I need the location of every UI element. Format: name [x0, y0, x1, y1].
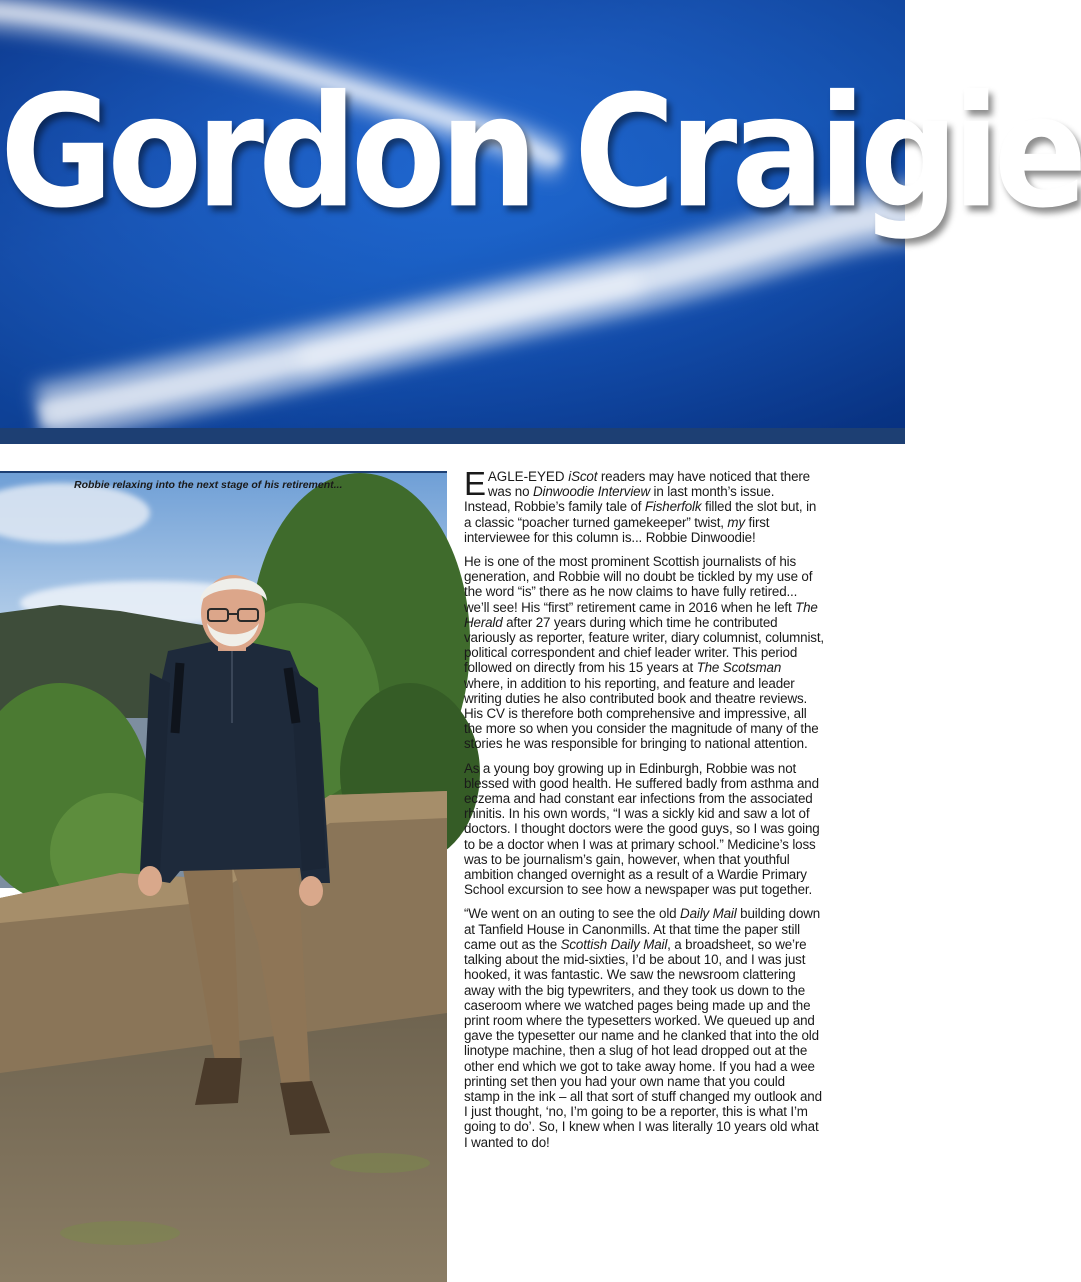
article-body: [464, 465, 824, 1159]
text-run: after 27 years during which time he contributed variously as reporter, feature writer, diary columnist, columnist, political correspondent and chief leader writer. This period followed on directly from his 15 years at: [464, 614, 824, 676]
person-photo-icon: [0, 473, 447, 1282]
feature-photo: [0, 471, 447, 1280]
header-banner: [0, 0, 1081, 428]
article-paragraph-4: [464, 906, 824, 1149]
page-title: Gordon Craigie: [0, 62, 1081, 243]
text-run: As a young boy growing up in Edinburgh, Robbie was not blessed with good health. He suffered badly from asthma and eczema and had constant ear infections from the associated rhinitis. In his own words, “I was a sickly kid and saw a lot of doctors. I thought doctors were the good guys, so I was going to be a doctor when I was at primary school.” Medicine’s loss was to be journalism’s gain, however, when that youthful ambition changed overnight as a result of a Wardie Primary School excursion to see how a newspaper was put together.: [464, 760, 820, 898]
publication-name: iScot: [568, 469, 598, 484]
publication-name: Scottish Daily Mail: [560, 936, 668, 952]
photo-caption: Robbie relaxing into the next stage of his retirement...: [74, 479, 343, 491]
article-paragraph-3: [464, 761, 824, 898]
text-run: , a broadsheet, so we’re talking about the mid-sixties, I’d be about 10, and I was just hooked, it was fantastic. We saw the newsroom clattering away with the big typewriters, and they took us down to the caseroom where we watched pages being made up and the print room where the typesetters worked. We queued up and gave the typesetter our name and he clanked that into the old linotype machine, then a slug of hot lead dropped out at the other end which we got to take away home. If you had a wee printing set then you had your own name that you could stamp in the ink – all that sort of stuff changed my outlook and I just thought, ‘no, I’m going to be a reporter, this is what I’m going to do’. So, I knew when I was literally 10 years old what I wanted to do!: [464, 936, 822, 1150]
text-run: filled the slot but, in a classic “poacher turned gamekeeper” twist,: [464, 499, 817, 530]
publication-name: Daily Mail: [680, 906, 737, 922]
text-run: where, in addition to his reporting, and feature and leader writing duties he also contributed book and theatre reviews. His CV is therefore both comprehensive and impressive, all the more so when you consider the magnitude of many of the stories he was responsible for bringing to national attention.: [464, 675, 819, 752]
drop-cap: E: [464, 465, 486, 502]
banner-divider: [0, 428, 905, 444]
text-run: “We went on an outing to see the old: [464, 906, 681, 922]
text-run: first interviewee for this column is... Robbie Dinwoodie!: [464, 514, 770, 545]
article-paragraph-2: [464, 554, 824, 752]
text-run: in last month’s issue. Instead, Robbie’s family tale of: [464, 484, 775, 515]
emphasis: my: [727, 514, 745, 530]
publication-name: The Scotsman: [696, 660, 782, 676]
publication-name: The Herald: [464, 599, 818, 630]
story-title: Fisherfolk: [644, 499, 702, 515]
column-name: Dinwoodie Interview: [532, 484, 650, 500]
text-run: AGLE-EYED: [487, 469, 569, 484]
article-paragraph-1: [464, 465, 824, 545]
text-run: readers may have noticed that there was no: [487, 469, 810, 500]
text-run: building down at Tanfield House in Canonmills. At that time the paper still came out as the: [464, 906, 821, 952]
text-run: He is one of the most prominent Scottish journalists of his generation, and Robbie will no doubt be tickled by my use of the word “is” there as he now claims to have fully retired... we’ll see! His “first” retirement came in 2016 when he left: [464, 554, 813, 615]
